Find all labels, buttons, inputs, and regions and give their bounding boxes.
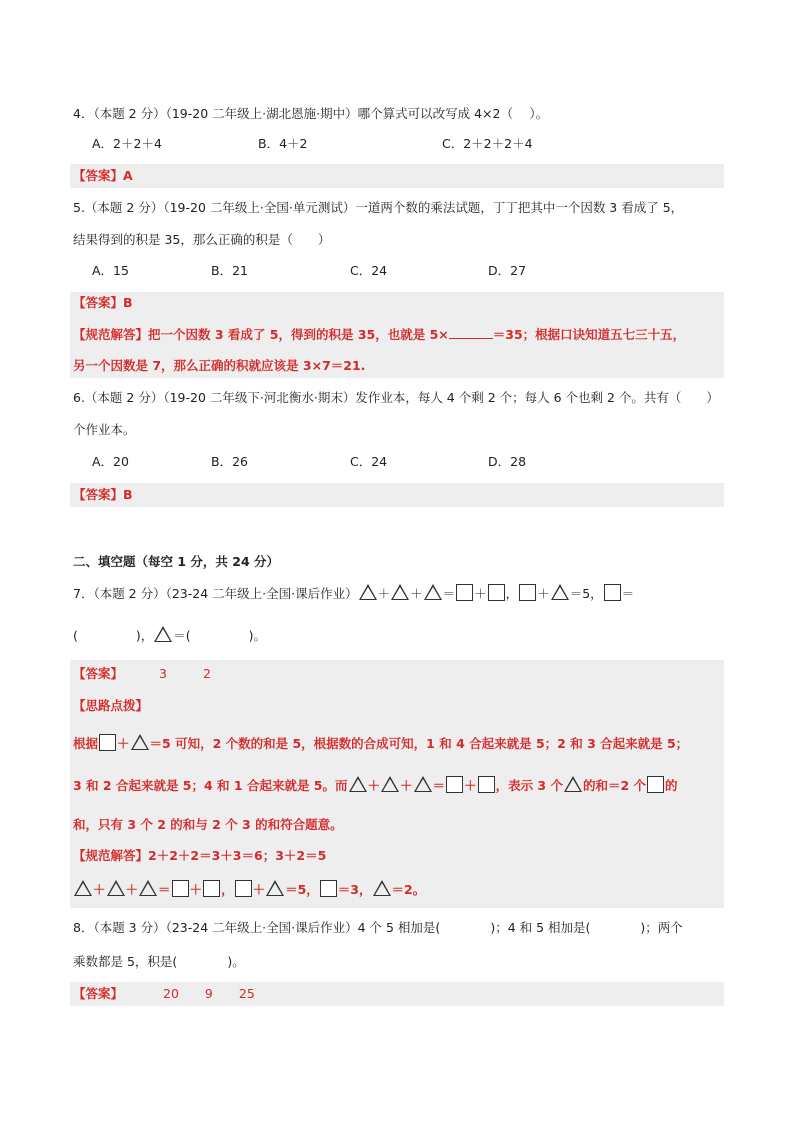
q8-stem-line2 [73,952,245,972]
hint-text: 的和＝2 个 [582,778,647,793]
answer-value: A [123,168,133,183]
q7-solution-line1 [73,846,326,866]
q6-option-d: D．28 [488,454,527,469]
answer-value: 9 [204,986,213,1001]
solution-text: ＝2。 [391,882,426,897]
q5-solution-line1 [73,325,685,345]
plus-sign: ＋ [400,778,413,793]
triangle-icon [266,880,284,896]
hint-text: ，表示 3 个 [495,778,563,793]
plus-sign: ＋ [252,882,266,897]
plus-sign: ＋ [367,778,381,793]
triangle-icon [391,584,409,600]
square-icon [446,776,463,793]
hint-text: 的 [665,778,678,793]
triangle-icon [424,584,442,600]
q6-option-c: C．24 [350,454,388,469]
plus-sign: ＋ [117,736,130,751]
triangle-icon [564,776,582,792]
q5-option-b: B．21 [211,263,248,278]
solution-label: 【规范解答】 [73,848,149,863]
square-icon [99,734,116,751]
answer-label: 【答案】 [73,487,124,502]
plus-sign: ＋ [474,586,487,601]
answer-label: 【答案】 [73,986,124,1001]
square-icon [478,776,495,793]
q5-option-d: D．27 [488,263,527,278]
q8-stem-text: 乘数都是 5，积是( [73,954,178,969]
plus-sign: ＋ [410,586,423,601]
q7-hint-line3 [73,815,343,835]
square-icon [604,584,621,601]
q7-answer [73,664,211,684]
square-icon [647,776,664,793]
plus-sign: ＋ [377,586,391,601]
hint-text: 3 和 2 合起来就是 5；4 和 1 合起来就是 5。而 [73,778,348,793]
q8-stem-text: )；两个 [640,920,683,935]
q7-stem-text: ＝5， [569,586,603,601]
q5-option-a: A．15 [92,263,129,278]
q4-option-b: B．4＋2 [258,136,308,151]
q4-answer [73,166,133,186]
q5-answer [73,293,133,313]
q7-stem-text: )。 [248,628,267,643]
square-icon [320,880,337,897]
triangle-icon [373,880,391,896]
square-icon [488,584,505,601]
square-icon [456,584,473,601]
equals-sign: ＝ [432,778,446,793]
equals-sign: ＝ [621,586,635,601]
triangle-icon [551,584,569,600]
answer-value: 20 [163,986,179,1001]
q6-stem-line1: 6.（本题 2 分）（19-20 二年级下·河北衡水·期末）发作业本，每人 4 个剩 2 个；每人 6 个也剩 2 个。共有（ ） [73,390,719,405]
q7-stem-text: ＝( [173,628,191,643]
q8-stem-text: 8．（本题 3 分）（23-24 二年级上·全国·课后作业）4 个 5 相加是( [73,920,441,935]
square-icon [203,880,220,897]
plus-sign: ＋ [125,882,139,897]
square-icon [235,880,252,897]
hint-text: 和，只有 3 个 2 的和与 2 个 3 的和符合题意。 [73,817,343,832]
q5-option-c: C．24 [350,263,388,278]
answer-value: B [123,295,133,310]
hint-text: 根据 [73,736,99,751]
q6-option-a: A．20 [92,454,129,469]
q8-stem-text: )。 [227,954,245,969]
q6-stem-line2: 个作业本。 [73,422,136,437]
answer-value: B [123,487,133,502]
q6-answer [73,485,133,505]
solution-text: 把一个因数 3 看成了 5，得到的积是 35，也就是 5× [148,327,449,342]
q7-hint-line2 [73,776,678,796]
q5-stem-line1: 5.（本题 2 分）（19-20 二年级上·全国·单元测试）一道两个数的乘法试题，丁丁把其中一个因数 3 看成了 5， [73,200,684,215]
q8-stem-text: )；4 和 5 相加是( [490,920,591,935]
q8-answer [73,984,255,1004]
triangle-icon [107,880,125,896]
comma: ， [221,882,234,897]
triangle-icon [131,734,149,750]
solution-blank [449,326,493,339]
triangle-icon [139,880,157,896]
triangle-icon [349,776,367,792]
plus-sign: ＋ [189,882,203,897]
q6-option-b: B．26 [211,454,248,469]
q7-stem-text: 7．（本题 2 分）（23-24 二年级上·全国·课后作业） [73,586,358,601]
answer-value: 3 [159,666,167,681]
solution-text: 另一个因数是 7，那么正确的积就应该是 3×7＝21. [73,358,366,373]
triangle-icon [414,776,432,792]
solution-text: 2＋2＋2＝3＋3＝6；3＋2＝5 [148,848,327,863]
triangle-icon [154,626,172,642]
q4-stem: 4．（本题 2 分）（19-20 二年级上·湖北恩施·期中）哪个算式可以改写成 4×2（ ）。 [73,106,549,121]
answer-label: 【答案】 [73,295,124,310]
section-title: 二、填空题（每空 1 分，共 24 分） [73,554,280,569]
q5-stem-line2: 结果得到的积是 35，那么正确的积是（ ） [73,232,331,247]
solution-label: 【规范解答】 [73,327,149,342]
plus-sign: ＋ [537,586,550,601]
solution-text: ＝35；根据口诀知道五七三十五， [492,327,686,342]
answer-value: 2 [202,666,211,681]
solution-text: ＝3， [337,882,372,897]
triangle-icon [74,880,92,896]
square-icon [172,880,189,897]
comma: ， [505,586,519,601]
q5-solution-line2 [73,356,365,376]
q7-solution-line2 [73,880,425,900]
hint-text: ＝5 可知，2 个数的和是 5，根据数的合成可知，1 和 4 合起来就是 5；2 和 3 合起来就是 5； [149,736,689,751]
triangle-icon [359,584,377,600]
equals-sign: ＝ [442,586,456,601]
q7-stem-line1 [73,584,634,604]
q7-hint-label [73,696,148,716]
answer-label: 【答案】 [73,168,124,183]
answer-label: 【答案】 [73,666,124,681]
q7-stem-text: )， [135,628,154,643]
solution-text: ＝5， [285,882,319,897]
q6-answer-box [70,483,724,507]
triangle-icon [381,776,399,792]
q7-hint-line1 [73,734,688,754]
square-icon [519,584,536,601]
plus-sign: ＋ [93,882,106,897]
q7-stem-line2 [73,626,266,646]
hint-label: 【思路点拨】 [73,698,149,713]
q4-answer-box [70,164,724,188]
plus-sign: ＋ [464,778,477,793]
equals-sign: ＝ [158,882,171,897]
q4-option-a: A．2＋2＋4 [92,136,162,151]
paren-open: ( [73,628,78,643]
q4-option-c: C．2＋2＋2＋4 [442,136,533,151]
q8-stem-line1 [73,918,683,938]
answer-value: 25 [238,986,255,1001]
